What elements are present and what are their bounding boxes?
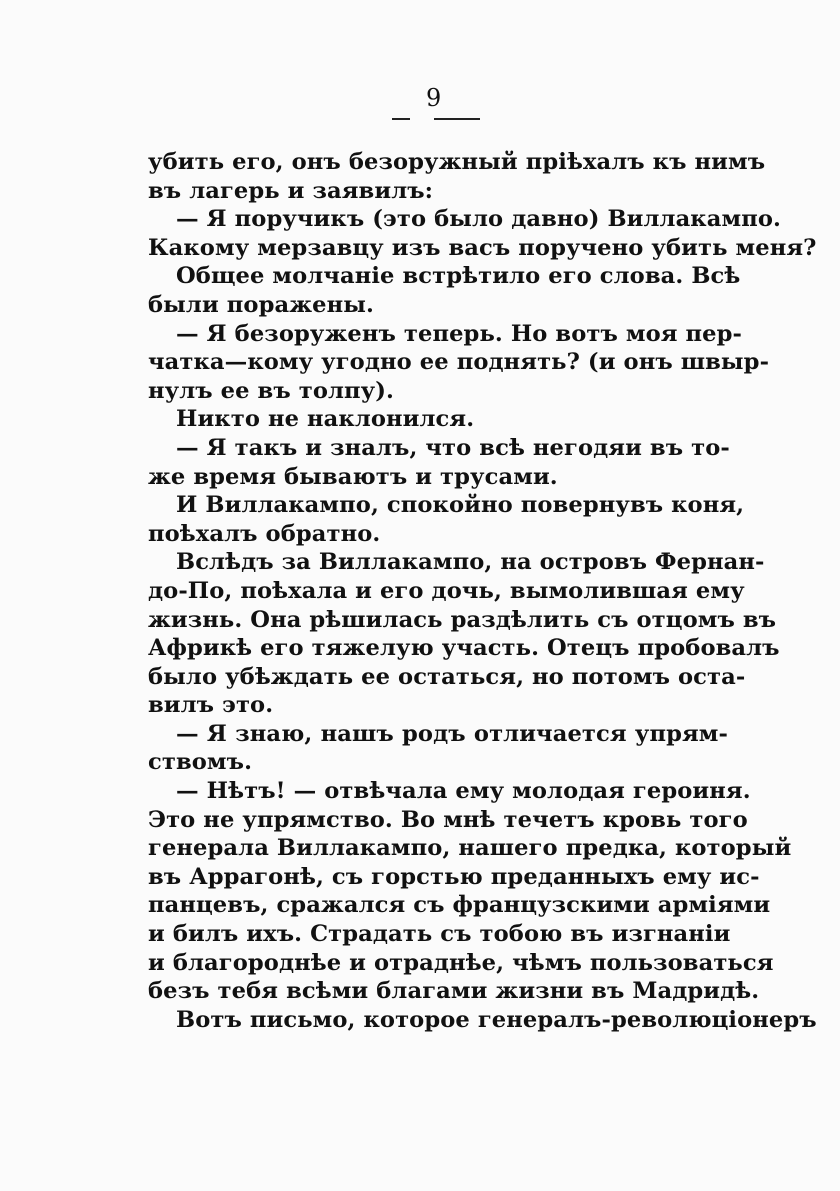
body-text (148, 148, 817, 1034)
text-line: вилъ это. (148, 692, 274, 719)
text-line: панцевъ, сражался съ французскими арміями (148, 892, 771, 919)
text-line: убить его, онъ безоружный пріѣхалъ къ нимъ (148, 149, 766, 175)
text-line: — Я знаю, нашъ родъ отличается упрям- (176, 720, 728, 747)
page-header (0, 84, 840, 124)
text-line: нулъ ее въ толпу). (148, 377, 394, 404)
text-line: и билъ ихъ. Страдать съ тобою въ изгнаніи (148, 921, 731, 948)
text-line: — Я безоруженъ теперь. Но вотъ моя пер- (176, 320, 743, 347)
text-line: было убѣждать ее остаться, но потомъ оста- (148, 663, 746, 690)
text-line: чатка—кому угодно ее поднять? (и онъ швыр- (148, 349, 770, 376)
text-line: — Я такъ и зналъ, что всѣ негодяи въ то- (176, 434, 730, 461)
text-line: были поражены. (148, 291, 374, 318)
text-line: Общее молчаніе встрѣтило его слова. Всѣ (176, 263, 741, 290)
header-rule-right (434, 118, 480, 120)
text-line: въ Аррагонѣ, съ горстью преданныхъ ему ис- (148, 863, 760, 890)
text-line: — Нѣтъ! — отвѣчала ему молодая героиня. (176, 778, 751, 805)
text-line: и благороднѣе и отраднѣе, чѣмъ пользоваться (148, 949, 774, 976)
text-line: до-По, поѣхала и его дочь, вымолившая ему (148, 577, 745, 604)
text-line: Никто не наклонился. (176, 406, 475, 433)
text-line: Африкѣ его тяжелую участь. Отецъ пробовалъ (148, 635, 780, 662)
text-line: безъ тебя всѣми благами жизни въ Мадридѣ. (148, 978, 760, 1005)
text-line: генерала Виллакампо, нашего предка, который (148, 835, 792, 862)
text-line: Вотъ письмо, которое генералъ-революціонеръ (176, 1006, 817, 1033)
text-line: въ лагерь и заявилъ: (148, 177, 434, 204)
text-line: Это не упрямство. Во мнѣ течетъ кровь того (148, 806, 748, 833)
text-line: И Виллакампо, спокойно повернувъ коня, (176, 492, 745, 519)
text-line: Вслѣдъ за Виллакампо, на островъ Фернан- (176, 549, 765, 576)
text-line: жизнь. Она рѣшилась раздѣлить съ отцомъ въ (148, 606, 777, 633)
text-line: поѣхалъ обратно. (148, 520, 381, 547)
text-line: же время бываютъ и трусами. (148, 463, 558, 490)
header-rule-left (392, 118, 410, 120)
text-line: Какому мерзавцу изъ васъ поручено убить меня? (148, 234, 817, 261)
text-line: — Я поручикъ (это было давно) Виллакампо. (176, 206, 781, 233)
text-line: ствомъ. (148, 749, 253, 776)
page-number: 9 (426, 84, 442, 112)
